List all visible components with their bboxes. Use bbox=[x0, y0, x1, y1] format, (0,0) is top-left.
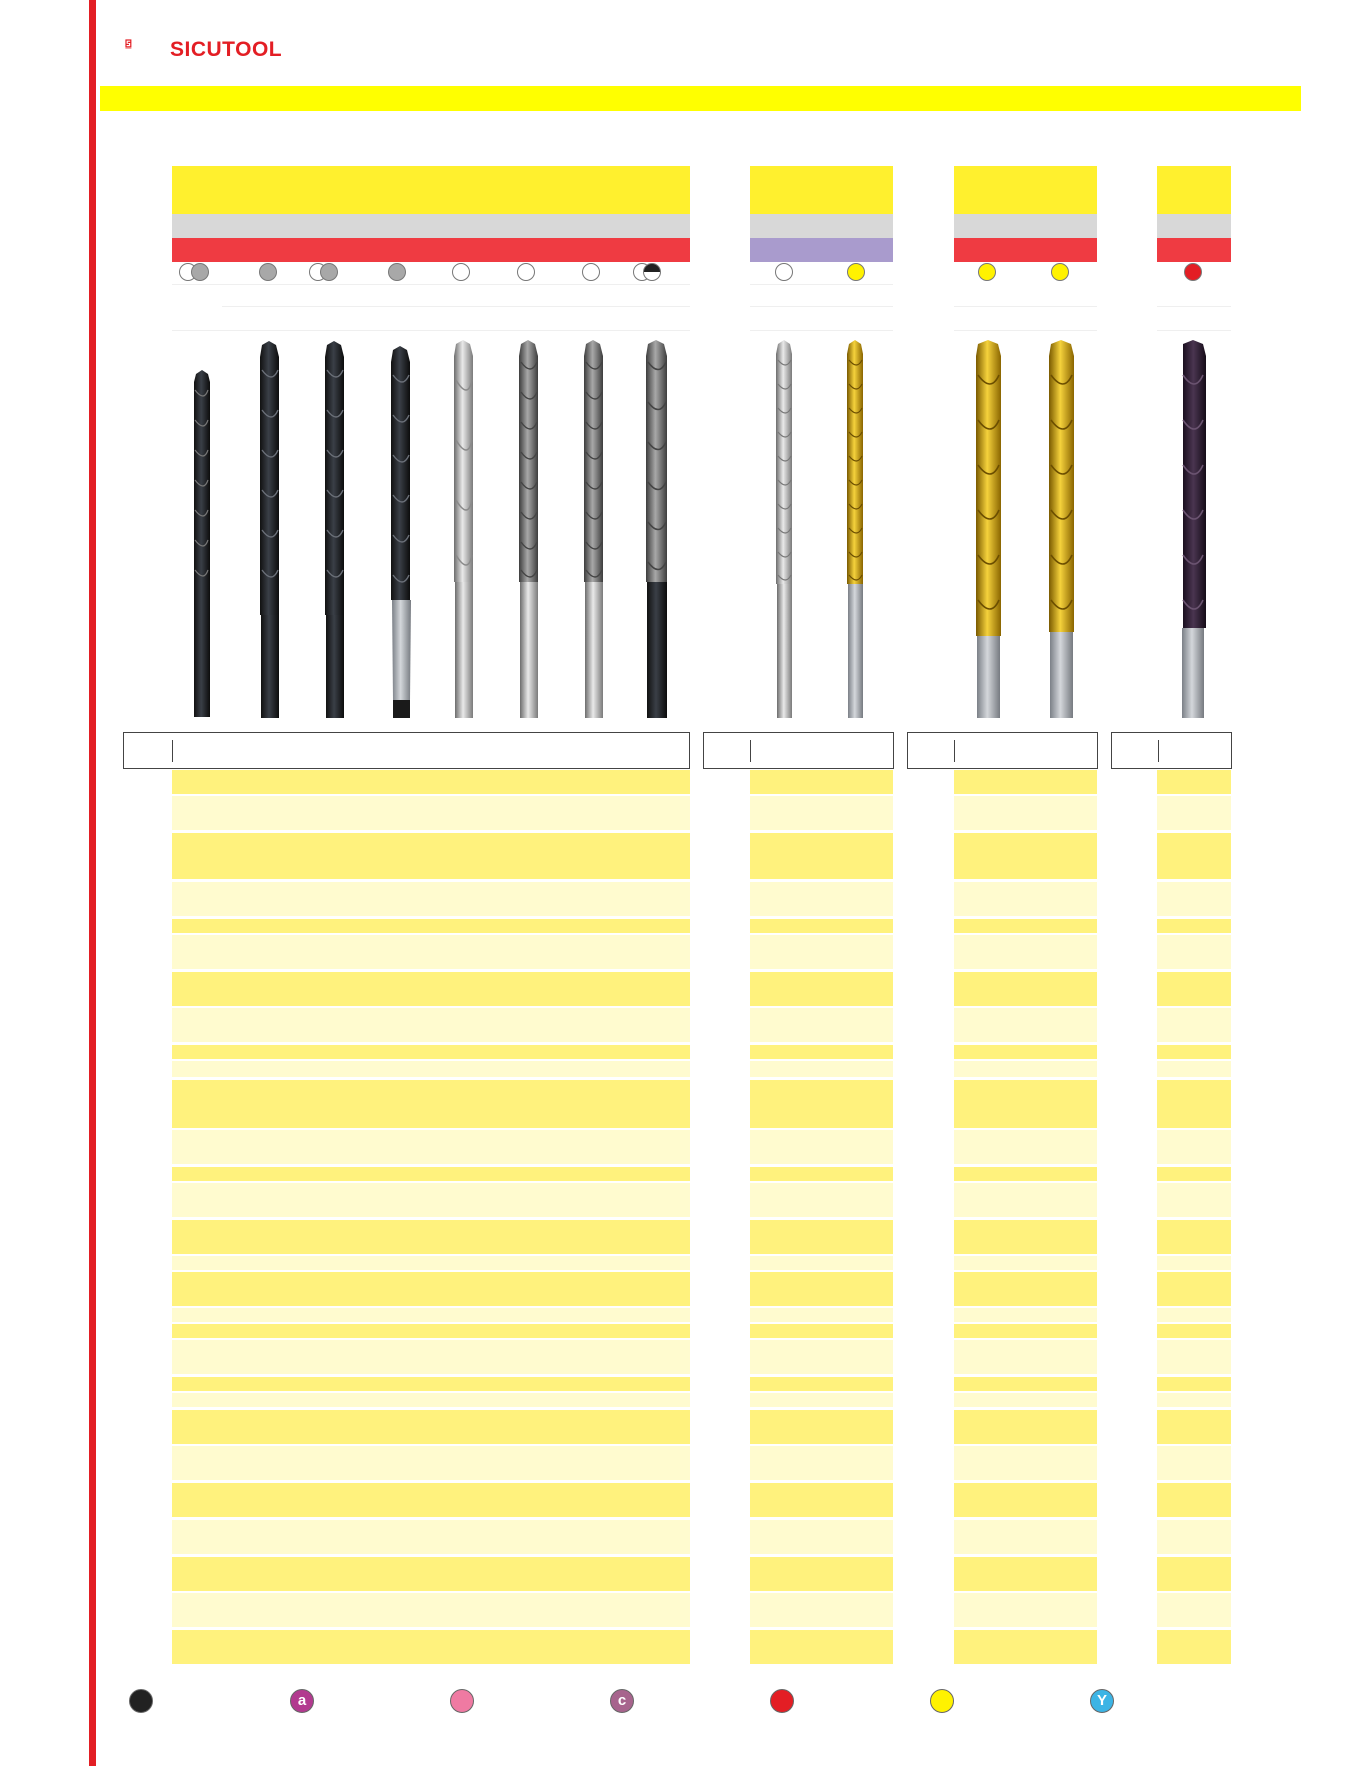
table-row bbox=[172, 935, 690, 969]
pink-dot-icon bbox=[450, 1689, 474, 1713]
group-1-material-band bbox=[172, 238, 690, 262]
table-row bbox=[750, 1557, 893, 1591]
table-row bbox=[1157, 1324, 1231, 1338]
black-dot-icon bbox=[129, 1689, 153, 1713]
table-row bbox=[954, 1410, 1097, 1444]
drill-black-long bbox=[260, 341, 279, 718]
table-row bbox=[954, 770, 1097, 794]
group-4-material-band bbox=[1157, 238, 1231, 262]
table-row bbox=[172, 1256, 690, 1270]
table-row bbox=[750, 796, 893, 830]
table-row bbox=[750, 1630, 893, 1664]
table-row bbox=[954, 833, 1097, 879]
drill-bright-polished bbox=[454, 340, 473, 718]
divider bbox=[750, 284, 893, 285]
table-row bbox=[750, 1167, 893, 1181]
table-row bbox=[750, 1220, 893, 1254]
table-row bbox=[172, 882, 690, 916]
table-row bbox=[750, 1183, 893, 1217]
finish-half-black-icon bbox=[643, 263, 661, 281]
table-row bbox=[172, 1308, 690, 1322]
finish-white-icon bbox=[452, 263, 470, 281]
table-row bbox=[954, 1080, 1097, 1128]
table-row bbox=[954, 1446, 1097, 1480]
group-1-header bbox=[172, 166, 690, 262]
group-1-table-header bbox=[123, 732, 690, 769]
table-row bbox=[750, 1045, 893, 1059]
table-row bbox=[1157, 1256, 1231, 1270]
table-row bbox=[1157, 1520, 1231, 1554]
table-row bbox=[172, 1167, 690, 1181]
group-3-title-band bbox=[954, 166, 1097, 214]
table-row bbox=[750, 1061, 893, 1077]
table-row bbox=[1157, 833, 1231, 879]
table-row bbox=[1157, 1410, 1231, 1444]
table-row bbox=[954, 1008, 1097, 1042]
group-4-header bbox=[1157, 166, 1231, 262]
table-row bbox=[954, 796, 1097, 830]
table-row bbox=[172, 770, 690, 794]
divider bbox=[172, 284, 690, 285]
table-row bbox=[954, 1520, 1097, 1554]
table-row bbox=[1157, 1272, 1231, 1306]
table-row bbox=[172, 1377, 690, 1391]
finish-red-icon bbox=[1184, 263, 1202, 281]
finish-grey-icon bbox=[259, 263, 277, 281]
table-row bbox=[750, 1483, 893, 1517]
table-row bbox=[954, 1593, 1097, 1627]
group-3-header bbox=[954, 166, 1097, 262]
table-row bbox=[172, 919, 690, 933]
group-2-title-band bbox=[750, 166, 893, 214]
table-row bbox=[954, 1183, 1097, 1217]
table-row bbox=[172, 1045, 690, 1059]
table-row bbox=[1157, 1340, 1231, 1374]
table-row bbox=[954, 935, 1097, 969]
drill-gold-long bbox=[1049, 340, 1074, 718]
drill-bright-extra-long bbox=[776, 340, 792, 718]
table-row bbox=[172, 1630, 690, 1664]
table-row bbox=[172, 1324, 690, 1338]
table-row bbox=[172, 833, 690, 879]
divider bbox=[954, 306, 1097, 307]
group-1-title-band bbox=[172, 166, 690, 214]
table-row bbox=[172, 1410, 690, 1444]
table-row bbox=[172, 1483, 690, 1517]
finish-yellow-icon bbox=[847, 263, 865, 281]
drill-tin-extra-long bbox=[847, 340, 863, 718]
table-row bbox=[1157, 1220, 1231, 1254]
table-row bbox=[750, 1324, 893, 1338]
table-row bbox=[750, 1080, 893, 1128]
sicutool-logo bbox=[125, 18, 165, 70]
magenta-letter-icon: a bbox=[290, 1689, 314, 1713]
group-3-table-header bbox=[907, 732, 1098, 769]
table-row bbox=[172, 1557, 690, 1591]
finish-white-icon bbox=[775, 263, 793, 281]
table-row bbox=[1157, 796, 1231, 830]
drill-violet-coated-long bbox=[1182, 340, 1206, 718]
group-3-standard-band bbox=[954, 214, 1097, 238]
yellow-dot-icon bbox=[930, 1689, 954, 1713]
title-banner bbox=[100, 86, 1301, 111]
table-row bbox=[1157, 919, 1231, 933]
finish-grey-icon bbox=[320, 263, 338, 281]
table-row bbox=[954, 972, 1097, 1006]
table-row bbox=[954, 1324, 1097, 1338]
table-row bbox=[172, 1061, 690, 1077]
table-row bbox=[954, 1308, 1097, 1322]
mauve-letter-icon: c bbox=[610, 1689, 634, 1713]
table-row bbox=[750, 1377, 893, 1391]
finish-grey-icon bbox=[388, 263, 406, 281]
brand-name: SICUTOOL bbox=[170, 38, 283, 61]
table-row bbox=[1157, 882, 1231, 916]
table-row bbox=[172, 1220, 690, 1254]
table-row bbox=[750, 1393, 893, 1407]
finish-white-icon bbox=[517, 263, 535, 281]
table-row bbox=[1157, 1008, 1231, 1042]
red-dot-icon bbox=[770, 1689, 794, 1713]
table-row bbox=[750, 1593, 893, 1627]
table-row bbox=[954, 1483, 1097, 1517]
table-row bbox=[172, 1393, 690, 1407]
table-row bbox=[1157, 1080, 1231, 1128]
table-row bbox=[1157, 1446, 1231, 1480]
drill-black-taper-shank bbox=[391, 346, 411, 718]
table-row bbox=[172, 1520, 690, 1554]
table-row bbox=[750, 1308, 893, 1322]
divider bbox=[750, 306, 893, 307]
table-row bbox=[954, 1272, 1097, 1306]
table-row bbox=[172, 1130, 690, 1164]
header-divider bbox=[172, 740, 173, 762]
finish-white-icon bbox=[582, 263, 600, 281]
table-row bbox=[954, 882, 1097, 916]
table-row bbox=[954, 1256, 1097, 1270]
table-row bbox=[954, 1220, 1097, 1254]
table-row bbox=[954, 919, 1097, 933]
table-row bbox=[172, 1340, 690, 1374]
drill-black-long bbox=[325, 341, 344, 718]
table-row bbox=[172, 1446, 690, 1480]
table-row bbox=[172, 1183, 690, 1217]
table-row bbox=[750, 1340, 893, 1374]
table-row bbox=[750, 1256, 893, 1270]
table-row bbox=[954, 1377, 1097, 1391]
table-row bbox=[750, 770, 893, 794]
table-row bbox=[750, 1130, 893, 1164]
table-row bbox=[954, 1340, 1097, 1374]
table-row bbox=[954, 1557, 1097, 1591]
table-row bbox=[750, 972, 893, 1006]
drill-bright-black-shank bbox=[646, 340, 667, 718]
drill-bright-steam bbox=[519, 340, 538, 718]
drill-black-stub bbox=[194, 370, 210, 717]
group-2-header bbox=[750, 166, 893, 262]
group-4-table-header bbox=[1111, 732, 1232, 769]
table-row bbox=[750, 1410, 893, 1444]
table-row bbox=[750, 935, 893, 969]
drill-illustrations bbox=[0, 330, 1362, 720]
table-row bbox=[1157, 1308, 1231, 1322]
drill-gold-long bbox=[976, 340, 1001, 718]
group-2-material-band bbox=[750, 238, 893, 262]
group-1-standard-band bbox=[172, 214, 690, 238]
table-row bbox=[1157, 1045, 1231, 1059]
table-row bbox=[750, 1446, 893, 1480]
table-row bbox=[172, 1008, 690, 1042]
table-row bbox=[1157, 1167, 1231, 1181]
table-row bbox=[1157, 1630, 1231, 1664]
drill-bright-steam bbox=[584, 340, 603, 718]
table-row bbox=[1157, 972, 1231, 1006]
table-row bbox=[1157, 1061, 1231, 1077]
table-row bbox=[1157, 935, 1231, 969]
group-4-standard-band bbox=[1157, 214, 1231, 238]
table-row bbox=[172, 1080, 690, 1128]
table-row bbox=[954, 1393, 1097, 1407]
table-row bbox=[1157, 1183, 1231, 1217]
divider bbox=[1157, 306, 1231, 307]
table-row bbox=[750, 1272, 893, 1306]
table-row bbox=[172, 796, 690, 830]
table-row bbox=[1157, 1593, 1231, 1627]
table-row bbox=[954, 1045, 1097, 1059]
table-row bbox=[954, 1061, 1097, 1077]
table-row bbox=[954, 1630, 1097, 1664]
table-row bbox=[1157, 1557, 1231, 1591]
table-row bbox=[1157, 1377, 1231, 1391]
table-row bbox=[172, 1272, 690, 1306]
table-row bbox=[954, 1167, 1097, 1181]
group-2-table-header bbox=[703, 732, 894, 769]
table-row bbox=[750, 1520, 893, 1554]
table-row bbox=[750, 833, 893, 879]
finish-grey-icon bbox=[191, 263, 209, 281]
group-4-title-band bbox=[1157, 166, 1231, 214]
cyan-letter-icon: Y bbox=[1090, 1689, 1114, 1713]
group-3-material-band bbox=[954, 238, 1097, 262]
divider bbox=[222, 306, 690, 307]
header-divider bbox=[954, 740, 955, 762]
table-row bbox=[172, 1593, 690, 1627]
table-row bbox=[1157, 770, 1231, 794]
table-row bbox=[172, 972, 690, 1006]
table-row bbox=[750, 919, 893, 933]
table-row bbox=[1157, 1393, 1231, 1407]
page-edge-rule bbox=[89, 0, 96, 1766]
table-row bbox=[954, 1130, 1097, 1164]
header-divider bbox=[750, 740, 751, 762]
table-row bbox=[750, 882, 893, 916]
finish-yellow-icon bbox=[978, 263, 996, 281]
table-row bbox=[750, 1008, 893, 1042]
header-divider bbox=[1158, 740, 1159, 762]
table-row bbox=[1157, 1483, 1231, 1517]
group-2-standard-band bbox=[750, 214, 893, 238]
finish-yellow-icon bbox=[1051, 263, 1069, 281]
table-row bbox=[1157, 1130, 1231, 1164]
